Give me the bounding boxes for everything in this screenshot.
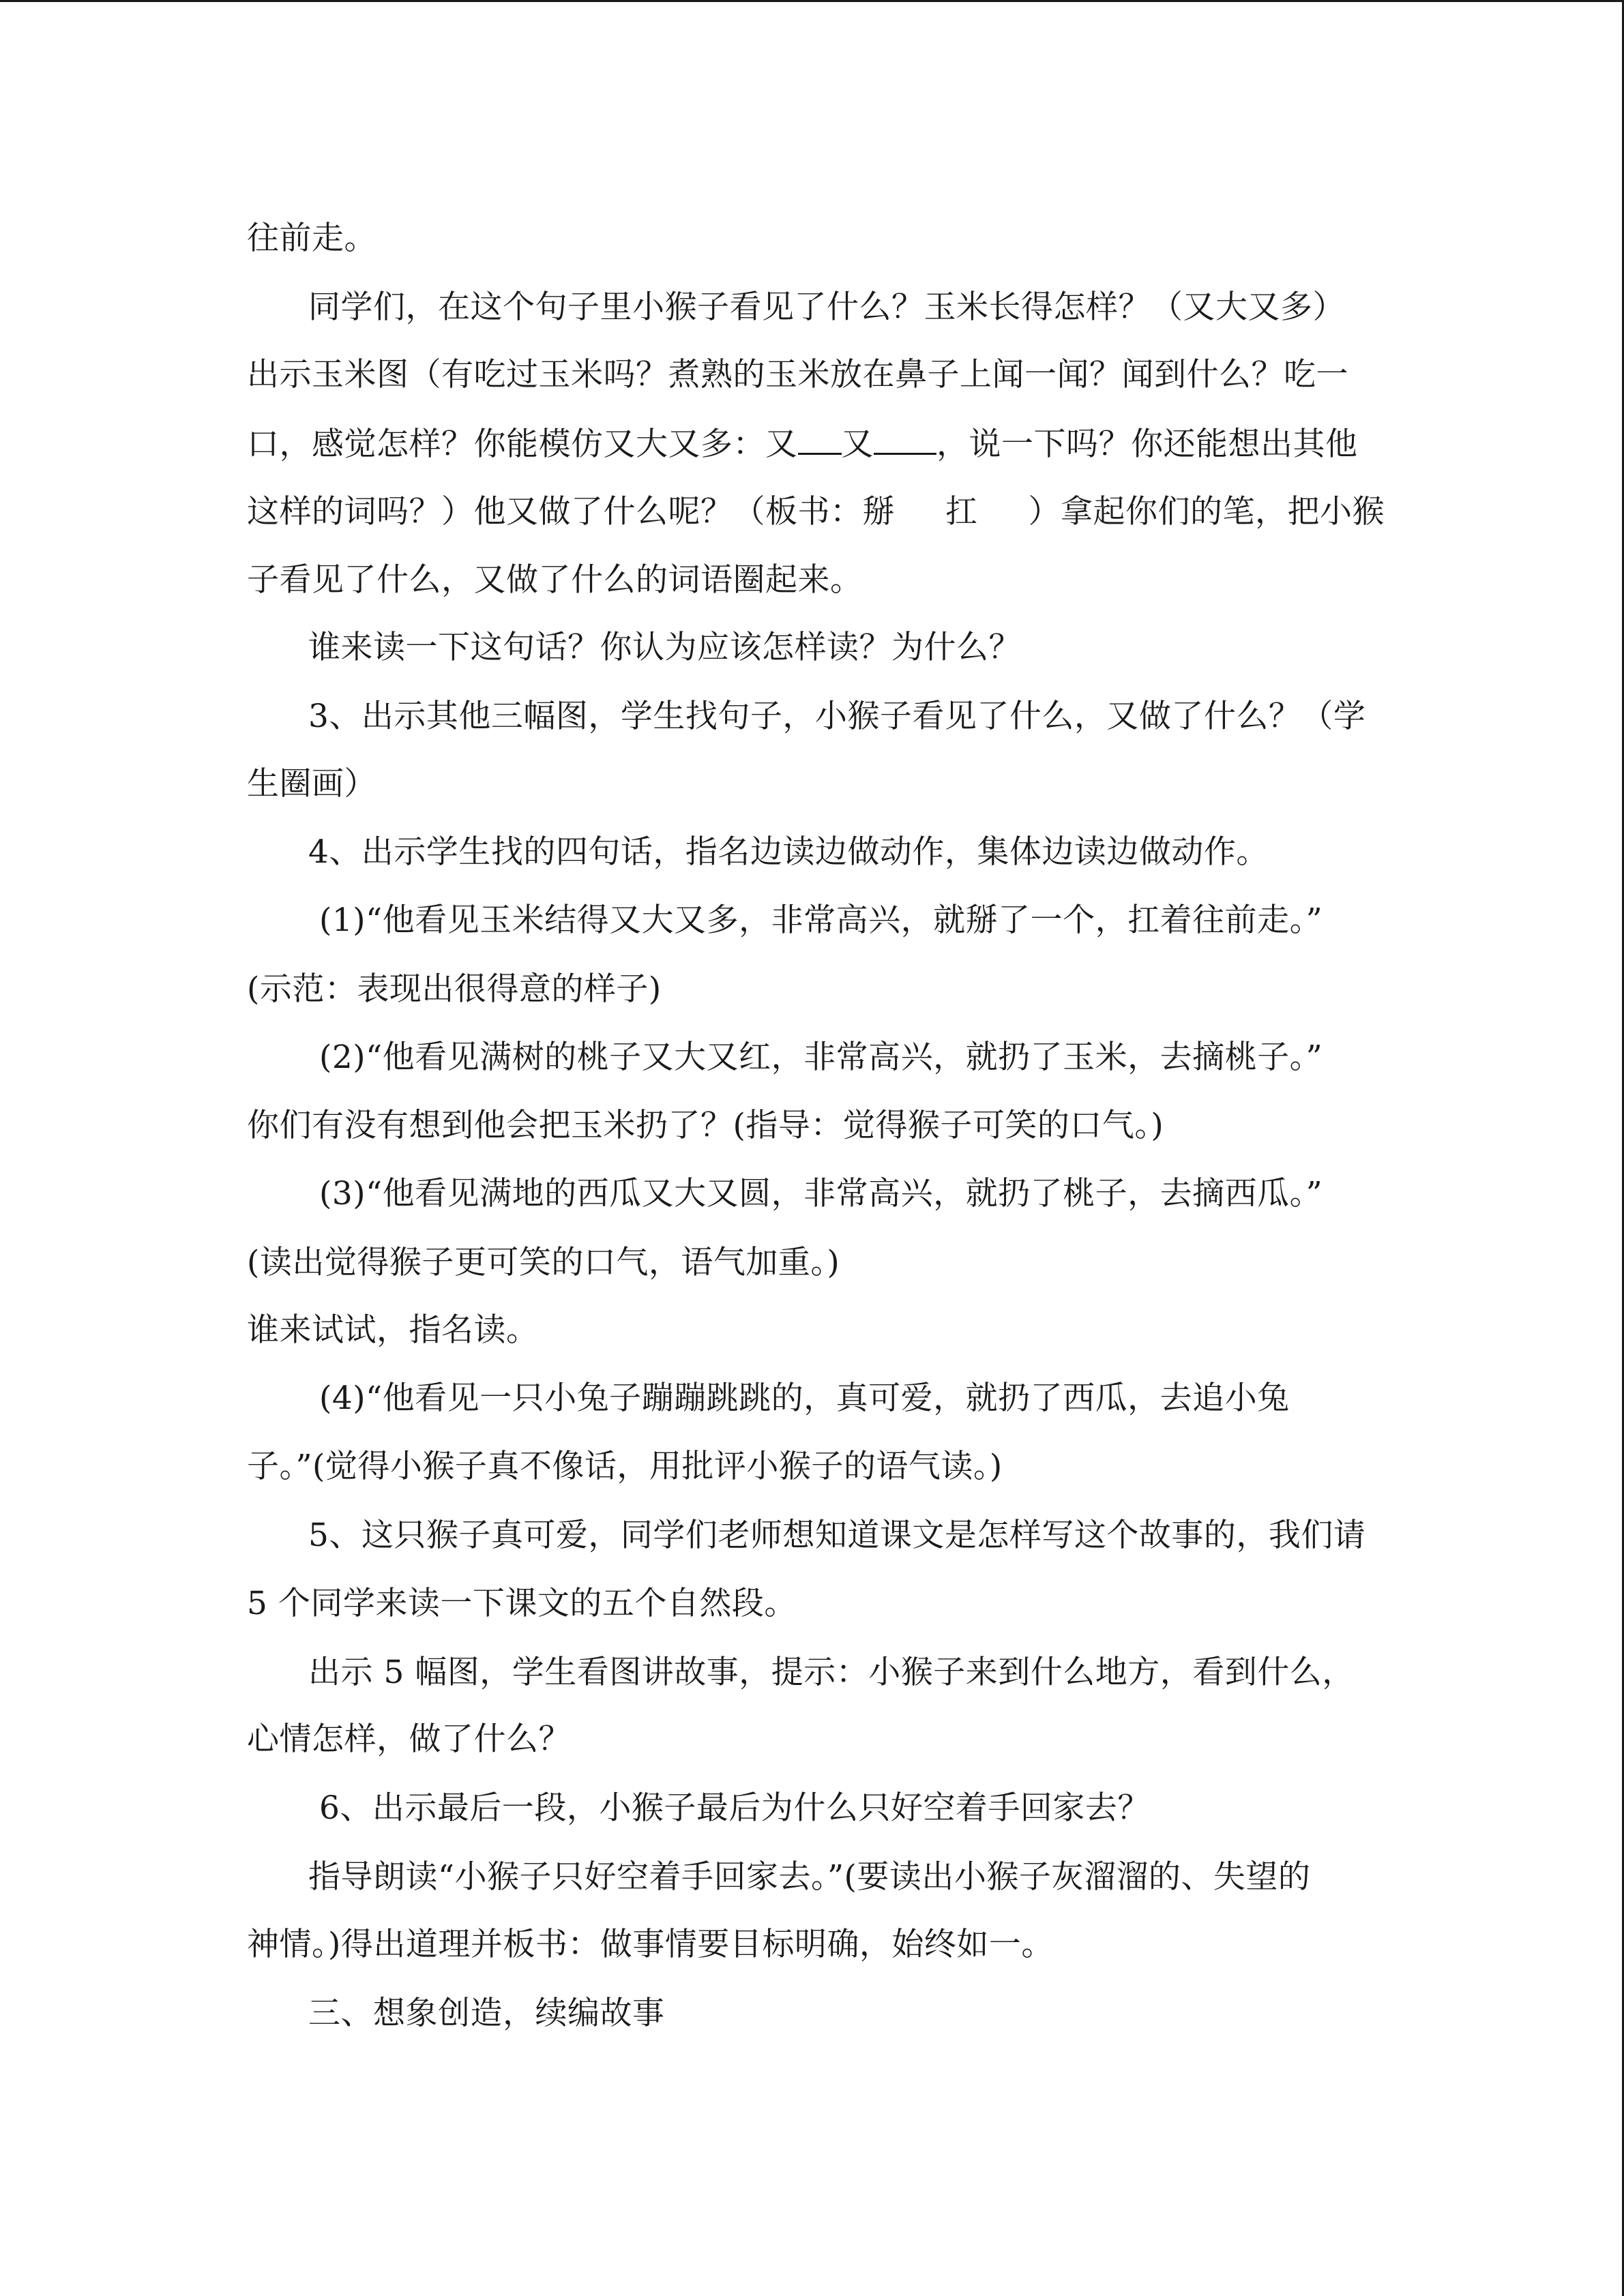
text-line: 6、出示最后一段，小猴子最后为什么只好空着手回家去？ — [319, 1789, 1150, 1827]
text-segment: ，说一下吗？你还能想出其他 — [936, 426, 1358, 463]
text-line: 3、出示其他三幅图，学生找句子，小猴子看见了什么，又做了什么？（学 — [308, 698, 1366, 735]
text-line: 心情怎样，做了什么？ — [247, 1720, 571, 1758]
text-segment: 口，感觉怎样？你能模仿又大又多：又 — [247, 426, 798, 463]
text-line: 子。”(觉得小猴子真不像话，用批评小猴子的语气读。) — [247, 1448, 1003, 1485]
text-segment: 这样的词吗？）他又做了什么呢？（板书：掰 — [247, 493, 895, 531]
text-line: (示范：表现出很得意的样子) — [247, 970, 662, 1008]
text-segment: 扛 — [945, 493, 978, 531]
text-line: 同学们，在这个句子里小猴子看见了什么？玉米长得怎样？（又大又多） — [308, 288, 1345, 326]
text-line: 往前走。 — [247, 220, 377, 257]
text-line: 谁来读一下这句话？你认为应该怎样读？为什么？ — [308, 629, 1021, 666]
text-line: 指导朗读“小猴子只好空着手回家去。”(要读出小猴子灰溜溜的、失望的 — [308, 1858, 1311, 1896]
text-line: 谁来试试，指名读。 — [247, 1311, 539, 1349]
fill-in-blank — [798, 423, 842, 455]
text-line: 4、出示学生找的四句话，指名边读边做动作，集体边读边做动作。 — [308, 833, 1269, 871]
text-line: 出示玉米图（有吃过玉米吗？煮熟的玉米放在鼻子上闻一闻？闻到什么？吃一 — [247, 356, 1348, 393]
section-heading: 三、想象创造，续编故事 — [308, 1995, 665, 2032]
text-line: 5 个同学来读一下课文的五个自然段。 — [247, 1585, 797, 1622]
text-line: 你们有没有想到他会把玉米扔了？(指导：觉得猴子可笑的口气。) — [247, 1107, 1164, 1144]
text-line: 神情。)得出道理并板书：做事情要目标明确，始终如一。 — [247, 1926, 1054, 1963]
text-line: (1)“他看见玉米结得又大又多，非常高兴，就掰了一个，扛着往前走。” — [319, 901, 1323, 939]
text-line: (4)“他看见一只小兔子蹦蹦跳跳的，真可爱，就扔了西瓜，去追小兔 — [319, 1380, 1290, 1417]
text-segment: ）拿起你们的笔，把小猴 — [1028, 493, 1385, 531]
text-line: 生圈画） — [247, 765, 377, 803]
page-top-border — [0, 0, 1624, 2]
text-line: (3)“他看见满地的西瓜又大又圆，非常高兴，就扔了桃子，去摘西瓜。” — [319, 1175, 1323, 1212]
text-line — [247, 492, 1385, 533]
text-line: 子看见了什么，又做了什么的词语圈起来。 — [247, 561, 863, 599]
text-segment: 又 — [841, 426, 874, 463]
text-line: 出示 5 幅图，学生看图讲故事，提示：小猴子来到什么地方，看到什么， — [308, 1654, 1355, 1691]
text-line — [247, 423, 1358, 464]
text-line: (读出觉得猴子更可笑的口气，语气加重。) — [247, 1244, 840, 1281]
text-line: (2)“他看见满树的桃子又大又红，非常高兴，就扔了玉米，去摘桃子。” — [319, 1039, 1323, 1076]
fill-in-blank — [874, 423, 936, 455]
text-line: 5、这只猴子真可爱，同学们老师想知道课文是怎样写这个故事的，我们请 — [308, 1517, 1366, 1554]
